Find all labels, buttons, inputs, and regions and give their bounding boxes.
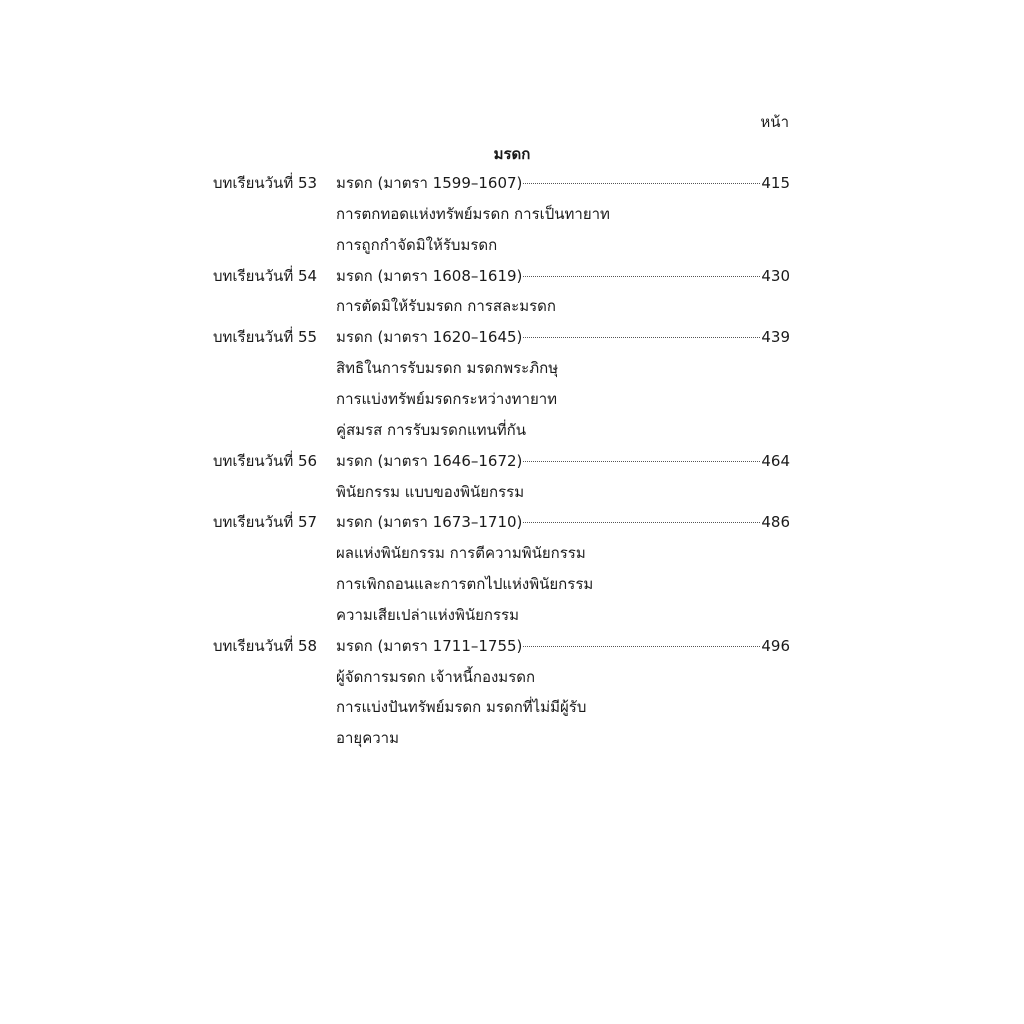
subtopic-line: การเพิกถอนและการตกไปแห่งพินัยกรรม <box>336 575 594 594</box>
subtopic-line: การแบ่งปันทรัพย์มรดก มรดกที่ไม่มีผู้รับ <box>336 698 587 717</box>
subtopic-line: ผลแห่งพินัยกรรม การตีความพินัยกรรม <box>336 544 586 563</box>
page-number: 496 <box>761 636 790 655</box>
lesson-label: บทเรียนวันที่ 54 <box>213 266 318 285</box>
subtopic-line: อายุความ <box>336 729 399 748</box>
subtopic-line: ผู้จัดการมรดก เจ้าหนี้กองมรดก <box>336 667 536 686</box>
entry-title: มรดก (มาตรา 1620–1645) <box>336 328 523 347</box>
toc-entry[interactable] <box>336 511 790 533</box>
lesson-label: บทเรียนวันที่ 55 <box>213 328 318 347</box>
dot-leader <box>523 646 760 647</box>
entry-title: มรดก (มาตรา 1646–1672) <box>336 451 523 470</box>
dot-leader <box>523 461 760 462</box>
lesson-label: บทเรียนวันที่ 56 <box>213 451 318 470</box>
dot-leader <box>523 337 760 338</box>
page-number: 464 <box>761 451 790 470</box>
subtopic-line: สิทธิในการรับมรดก มรดกพระภิกษุ <box>336 359 559 378</box>
subtopic-line: การถูกกำจัดมิให้รับมรดก <box>336 235 498 254</box>
page-number: 430 <box>761 266 790 285</box>
lesson-label: บทเรียนวันที่ 58 <box>213 636 318 655</box>
subtopic-line: การตกทอดแห่งทรัพย์มรดก การเป็นทายาท <box>336 204 610 223</box>
entry-title: มรดก (มาตรา 1673–1710) <box>336 513 523 532</box>
subtopic-line: คู่สมรส การรับมรดกแทนที่กัน <box>336 420 526 439</box>
lesson-label: บทเรียนวันที่ 53 <box>213 174 318 192</box>
toc-entry[interactable] <box>336 265 790 287</box>
entry-title: มรดก (มาตรา 1608–1619) <box>336 266 523 285</box>
page-number: 486 <box>761 513 790 532</box>
subtopic-line: ความเสียเปล่าแห่งพินัยกรรม <box>336 605 519 624</box>
toc-entry[interactable] <box>336 450 790 472</box>
lesson-label: บทเรียนวันที่ 57 <box>213 513 318 532</box>
dot-leader <box>523 183 760 184</box>
dot-leader <box>523 522 760 523</box>
subtopic-line: การตัดมิให้รับมรดก การสละมรดก <box>336 297 556 316</box>
subtopic-line: การแบ่งทรัพย์มรดกระหว่างทายาท <box>336 389 558 408</box>
page-number: 415 <box>761 174 790 192</box>
entry-title: มรดก (มาตรา 1711–1755) <box>336 636 523 655</box>
subtopic-line: พินัยกรรม แบบของพินัยกรรม <box>336 482 525 501</box>
section-title: มรดก <box>493 145 531 163</box>
page-number: 439 <box>761 328 790 347</box>
dot-leader <box>523 276 760 277</box>
toc-entry[interactable] <box>336 635 790 657</box>
page-column-label: หน้า <box>760 113 789 131</box>
toc-entry[interactable] <box>336 326 790 348</box>
toc-entry[interactable] <box>336 172 790 194</box>
entry-title: มรดก (มาตรา 1599–1607) <box>336 174 523 192</box>
